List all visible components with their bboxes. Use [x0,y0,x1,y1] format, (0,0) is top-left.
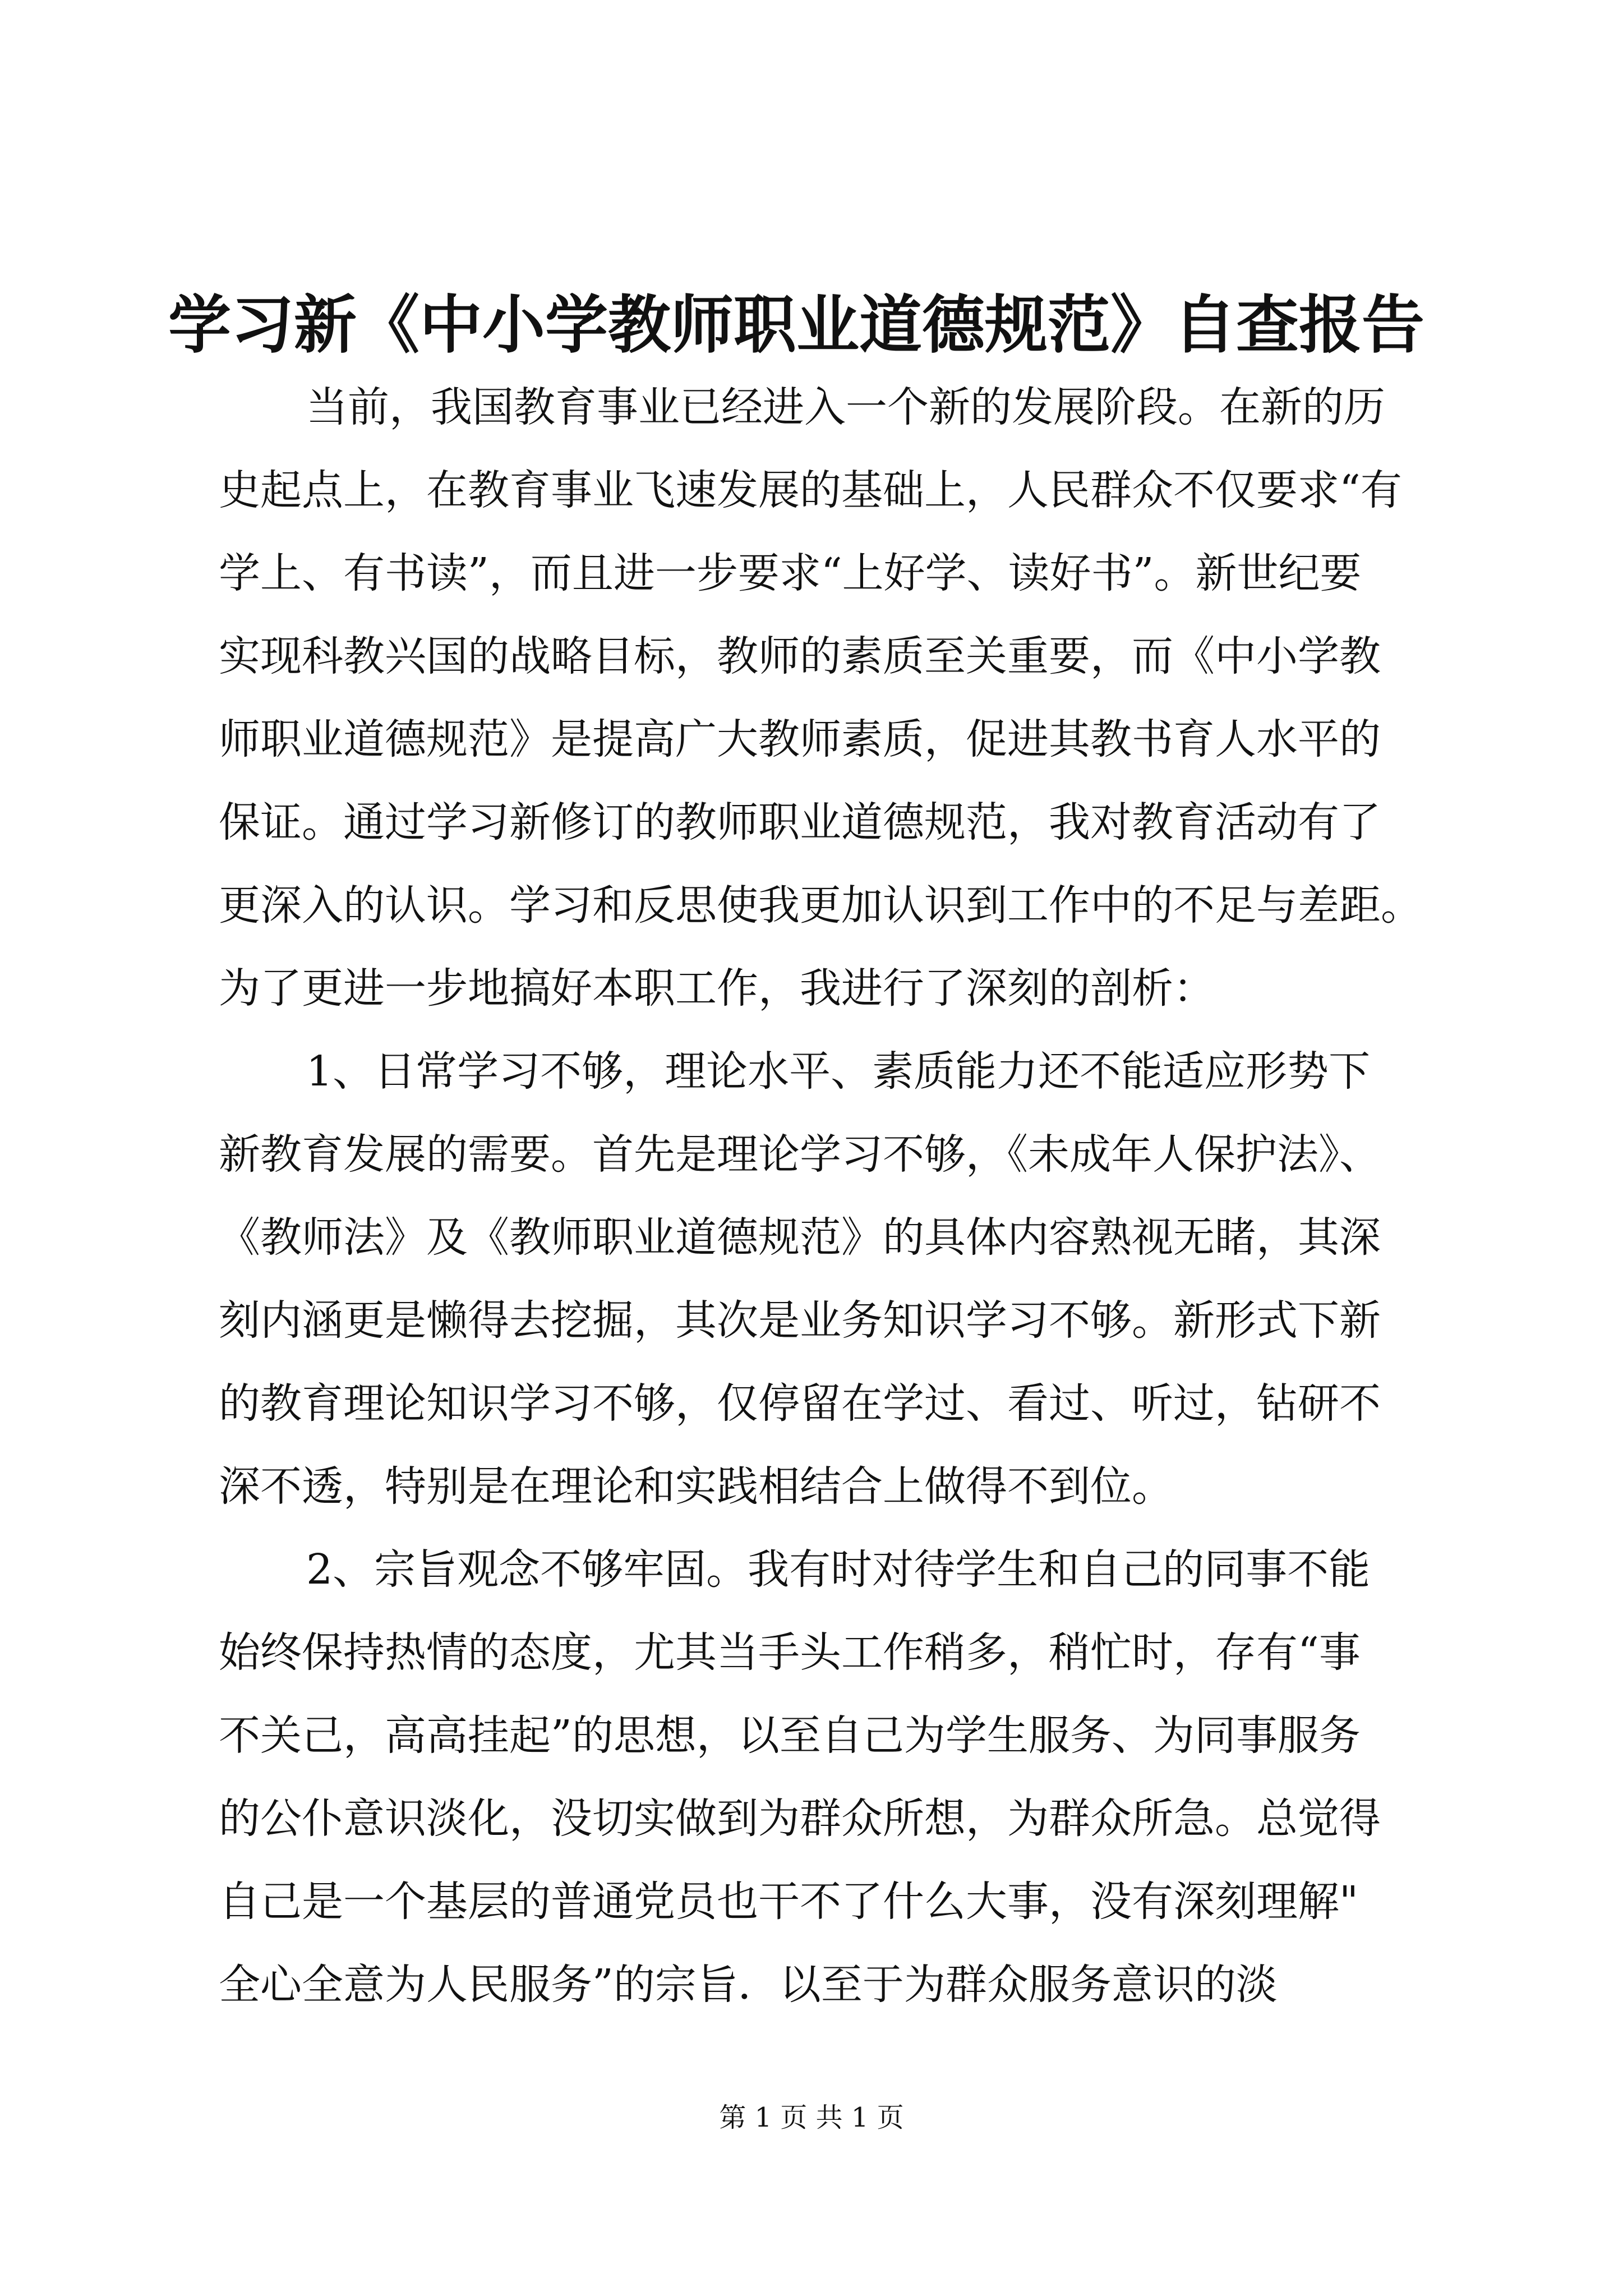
paragraph-line: 深不透，特别是在理论和实践相结合上做得不到位。 [219,1462,1173,1511]
paragraph-line: 实现科教兴国的战略目标，教师的素质至关重要，而《中小学教 [219,632,1381,680]
paragraph-line: 的公仆意识淡化，没切实做到为群众所想，为群众所急。总觉得 [219,1795,1381,1843]
page-number-footer: 第 1 页 共 1 页 [719,2102,904,2133]
document-body [219,366,1422,2026]
paragraph-line: 当前，我国教育事业已经进入一个新的发展阶段。在新的历 [306,383,1385,431]
paragraph-line: 《教师法》及《教师职业道德规范》的具体内容熟视无睹，其深 [219,1213,1381,1262]
paragraph-line: 师职业道德规范》是提高广大教师素质，促进其教书育人水平的 [219,715,1381,763]
paragraph-line: 更深入的认识。学习和反思使我更加认识到工作中的不足与差距。 [219,881,1422,930]
paragraph-line: 的教育理论知识学习不够，仅停留在学过、看过、听过，钻研不 [219,1379,1381,1428]
paragraph-line: 学上、有书读”，而且进一步要求“上好学、读好书”。新世纪要 [219,549,1362,597]
paragraph-line: 自己是一个基层的普通党员也干不了什么大事，没有深刻理解" [219,1878,1359,1926]
paragraph-line: 史起点上，在教育事业飞速发展的基础上，人民群众不仅要求“有 [219,466,1402,514]
paragraph-line: 1、日常学习不够，理论水平、素质能力还不能适应形势下 [306,1047,1371,1096]
paragraph-line: 全心全意为人民服务”的宗旨．以至于为群众服务意识的淡 [219,1961,1278,2009]
paragraph-line: 始终保持热情的态度，尤其当手头工作稍多，稍忙时，存有“事 [219,1628,1361,1677]
document-title: 学习新《中小学教师职业道德规范》自查报告 [168,288,1424,362]
paragraph-line: 不关己，高高挂起”的思想，以至自己为学生服务、为同事服务 [219,1711,1361,1760]
paragraph-line: 刻内涵更是懒得去挖掘，其次是业务知识学习不够。新形式下新 [219,1296,1381,1345]
paragraph-line: 保证。通过学习新修订的教师职业道德规范，我对教育活动有了 [219,798,1381,846]
paragraph-line: 新教育发展的需要。首先是理论学习不够，《未成年人保护法》、 [219,1130,1381,1179]
paragraph-line: 为了更进一步地搞好本职工作，我进行了深刻的剖析： [219,964,1215,1013]
paragraph-line: 2、宗旨观念不够牢固。我有时对待学生和自己的同事不能 [306,1545,1371,1594]
